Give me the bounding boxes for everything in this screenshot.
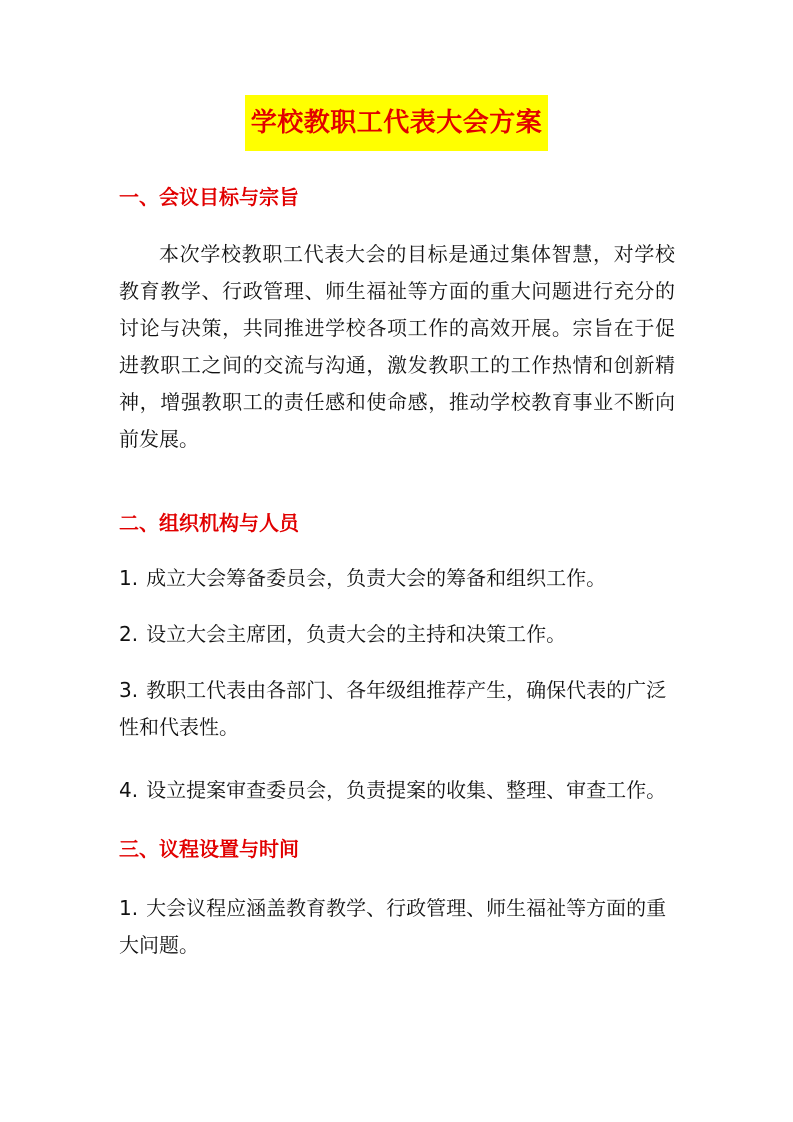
list-item-number: 2.	[119, 622, 139, 646]
list-item-number: 3.	[119, 678, 139, 702]
list-item-number: 1.	[119, 566, 139, 590]
section-paragraph-goals: 本次学校教职工代表大会的目标是通过集体智慧，对学校教育教学、行政管理、师生福祉等方面的重大问题进行充分的讨论与决策，共同推进学校各项工作的高效开展。宗旨在于促进教职工之间的交流与沟通，激发教职工的工作热情和创新精神，增强教职工的责任感和使命感，推动学校教育事业不断向前发展。	[119, 242, 675, 451]
title-container	[0, 95, 793, 151]
section-heading-goals: 一、会议目标与宗旨	[119, 185, 299, 209]
list-item-text: 成立大会筹备委员会，负责大会的筹备和组织工作。	[146, 566, 607, 590]
list-item	[119, 772, 675, 809]
section-heading-organization: 二、组织机构与人员	[119, 511, 299, 535]
list-item-text: 设立提案审查委员会，负责提案的收集、整理、审查工作。	[146, 778, 667, 802]
list-item-text: 教职工代表由各部门、各年级组推荐产生，确保代表的广泛性和代表性。	[119, 678, 667, 739]
list-item-text: 大会议程应涵盖教育教学、行政管理、师生福祉等方面的重大问题。	[119, 896, 667, 957]
list-item-number: 4.	[119, 778, 139, 802]
list-item-text: 设立大会主席团，负责大会的主持和决策工作。	[146, 622, 567, 646]
list-item	[119, 890, 675, 964]
list-item	[119, 616, 675, 653]
list-item-number: 1.	[119, 896, 139, 920]
section-heading-agenda: 三、议程设置与时间	[119, 837, 299, 861]
list-item	[119, 672, 675, 746]
document-title: 学校教职工代表大会方案	[245, 95, 549, 151]
list-item	[119, 560, 675, 597]
